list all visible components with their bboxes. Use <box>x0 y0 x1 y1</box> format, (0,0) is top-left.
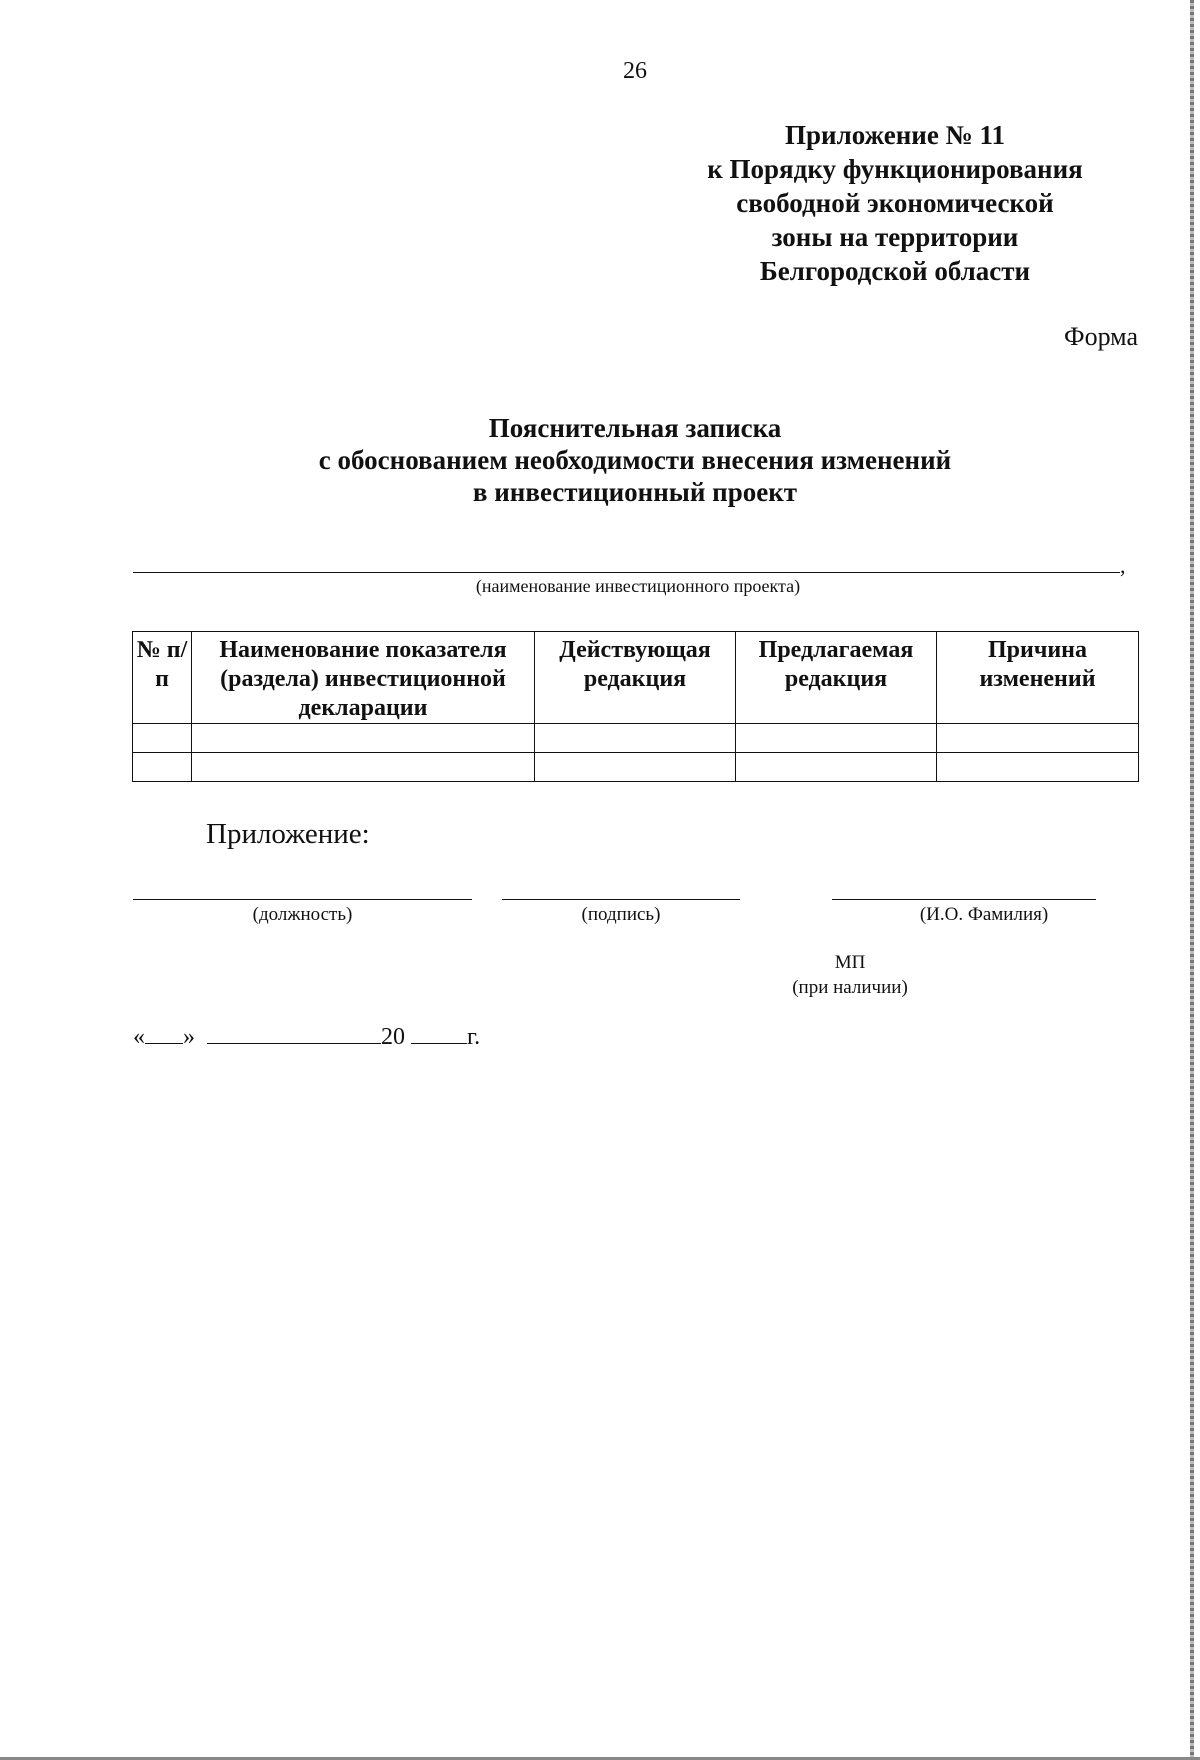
year-prefix: 20 <box>381 1024 405 1050</box>
table-cell[interactable] <box>736 724 937 753</box>
month-field[interactable] <box>207 1023 381 1044</box>
date-close-quote: » <box>183 1024 195 1050</box>
column-header-number: № п/п <box>133 632 192 724</box>
table-cell[interactable] <box>937 724 1139 753</box>
year-suffix: г. <box>467 1024 481 1050</box>
column-header-change-reason: Причина изменений <box>937 632 1139 724</box>
column-header-proposed-edition: Предлагаемая редакция <box>736 632 937 724</box>
signature-field[interactable] <box>502 899 740 900</box>
column-header-indicator: Наименование показателя (раздела) инвестиционной декларации <box>192 632 535 724</box>
appendix-line: Белгородской области <box>759 256 1031 286</box>
table-cell[interactable] <box>133 753 192 782</box>
date-open-quote: « <box>133 1024 145 1050</box>
table-cell[interactable] <box>535 724 736 753</box>
full-name-field[interactable] <box>832 899 1096 900</box>
title-line: Пояснительная записка <box>488 413 782 443</box>
project-name-caption: (наименование инвестиционного проекта) <box>475 576 801 596</box>
appendix-line: зоны на территории <box>771 222 1019 252</box>
table-row <box>133 724 1139 753</box>
project-name-comma: , <box>1120 553 1126 578</box>
column-header-current-edition: Действующая редакция <box>535 632 736 724</box>
table-cell[interactable] <box>736 753 937 782</box>
table-cell[interactable] <box>133 724 192 753</box>
appendix-line: Приложение № 11 <box>785 120 1005 150</box>
position-caption: (должность) <box>252 904 353 925</box>
appendix-line: к Порядку функционирования <box>707 154 1083 184</box>
table-row <box>133 753 1139 782</box>
title-line: с обоснованием необходимости внесения изменений <box>318 445 952 475</box>
page-number: 26 <box>623 58 647 84</box>
table-cell[interactable] <box>192 724 535 753</box>
full-name-caption: (И.О. Фамилия) <box>919 904 1049 925</box>
stamp-placeholder <box>770 950 930 1000</box>
project-name-field[interactable] <box>133 572 1120 573</box>
form-label: Форма <box>1064 322 1138 351</box>
scan-edge <box>1190 0 1194 1760</box>
date-row <box>133 1023 480 1051</box>
appendix-line: свободной экономической <box>736 188 1054 218</box>
day-field[interactable] <box>145 1023 183 1044</box>
document-title <box>130 412 1140 508</box>
attachment-label: Приложение: <box>206 818 370 850</box>
table-cell[interactable] <box>535 753 736 782</box>
table-cell[interactable] <box>192 753 535 782</box>
stamp-note: (при наличии) <box>792 977 908 998</box>
changes-table <box>132 631 1139 782</box>
appendix-heading <box>690 118 1100 288</box>
position-field[interactable] <box>133 899 472 900</box>
signature-caption: (подпись) <box>581 904 661 925</box>
table-cell[interactable] <box>937 753 1139 782</box>
stamp-label: МП <box>834 952 866 973</box>
table-header-row <box>133 632 1139 724</box>
title-line: в инвестиционный проект <box>472 477 798 507</box>
year-field[interactable] <box>411 1023 467 1044</box>
